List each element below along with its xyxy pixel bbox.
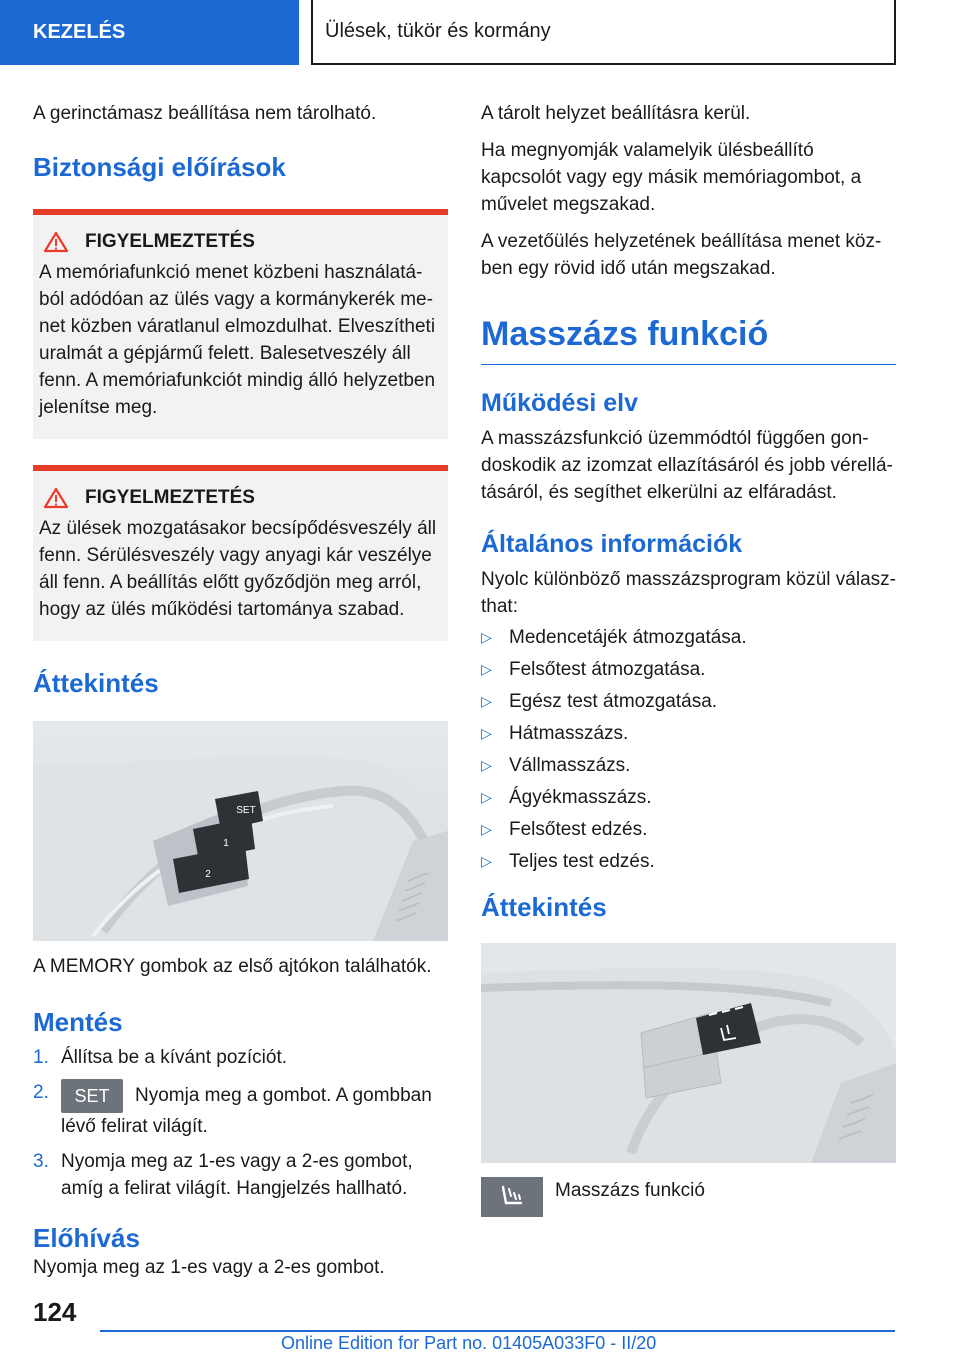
one-label: 1 [223, 838, 229, 849]
massage-heading: Masszázs funkció [481, 312, 896, 365]
warning-box-1 [33, 209, 448, 439]
program-list [481, 624, 896, 875]
list-item: ▷ Felsőtest edzés. [481, 816, 896, 843]
triangle-bullet-icon: ▷ [481, 629, 492, 645]
list-item: ▷ Egész test átmozgatása. [481, 688, 896, 715]
list-item: ▷ Teljes test edzés. [481, 848, 896, 875]
list-item: 2. SET Nyomja meg a gombot. A gombban lévő felirat világít. [33, 1079, 448, 1140]
warning-title: FIGYELMEZTETÉS [85, 487, 255, 508]
triangle-bullet-icon: ▷ [481, 853, 492, 869]
warning-text: Az ülések mozgatásakor becsípődésveszély áll fenn. Sérülésveszély vagy anyagi kár veszélye áll fenn. A beállítás előtt győződjön meg arról, hogy az ülés működési tartománya szabad. [39, 518, 437, 620]
icon-caption: Masszázs funkció [555, 1180, 705, 1201]
triangle-bullet-icon: ▷ [481, 693, 492, 709]
recall-text: Nyomja meg az 1-es vagy a 2-es gombot. [33, 1257, 385, 1278]
intro-text: A gerinctámasz beállítása nem tárolható. [33, 103, 377, 124]
triangle-bullet-icon: ▷ [481, 821, 492, 837]
safety-heading: Biztonsági előírások [33, 152, 286, 182]
massage-icon-row [481, 1177, 896, 1217]
triangle-bullet-icon: ▷ [481, 789, 492, 805]
page-number: 124 [33, 1297, 77, 1327]
section-tab: KEZELÉS [0, 0, 299, 65]
list-item: 3. Nyomja meg az 1-es vagy a 2-es gombot, amíg a felirat világít. Hangjelzés hallható. [33, 1151, 413, 1199]
principle-text: A masszázsfunkció üzemmódtól függően gondoskodik az izomzat ellazításáról és jobb vérellátásáról, és segíthet elkerülni az elfáradást. [481, 428, 893, 503]
list-item: ▷ Medencetájék átmozgatása. [481, 624, 896, 651]
paragraph: A tárolt helyzet beállításra kerül. [481, 103, 751, 124]
general-heading: Általános információk [481, 530, 743, 558]
warning-title: FIGYELMEZTETÉS [85, 231, 255, 252]
memory-buttons-image [33, 721, 448, 941]
principle-heading: Működési elv [481, 389, 638, 417]
triangle-bullet-icon: ▷ [481, 661, 492, 677]
overview-heading: Áttekintés [33, 668, 159, 698]
list-item: ▷ Vállmasszázs. [481, 752, 896, 779]
triangle-bullet-icon: ▷ [481, 725, 492, 741]
massage-button-icon [481, 1177, 543, 1217]
paragraph: Ha megnyomják valamelyik ülésbeállító kapcsolót vagy egy másik memóriagombot, a művelet megszakad. [481, 140, 862, 215]
list-item: ▷ Hátmasszázs. [481, 720, 896, 747]
list-item: ▷ Ágyékmasszázs. [481, 784, 896, 811]
chapter-title: Ülések, tükör és kormány [311, 0, 896, 65]
warning-triangle-icon [43, 487, 69, 509]
warning-text: A memóriafunkció menet közbeni használatából adódóan az ülés vagy a kormánykerék menet közben váratlanul elmozdulhat. Elveszítheti uralmát a gépjármű felett. Balesetveszély áll fenn. A memóriafunkciót mindig álló helyzetben jelenítse meg. [39, 262, 436, 418]
paragraph: A vezetőülés helyzetének beállítása menet közben egy rövid idő után megszakad. [481, 231, 882, 279]
edition-note: Online Edition for Part no. 01405A033F0 - II/20 [281, 1333, 657, 1353]
list-item: ▷ Felsőtest átmozgatása. [481, 656, 896, 683]
two-label: 2 [205, 869, 211, 880]
warning-triangle-icon [43, 231, 69, 253]
massage-button-image [481, 943, 896, 1163]
save-steps [33, 1044, 448, 1202]
general-text: Nyolc különböző masszázsprogram közül választhat: [481, 569, 896, 617]
triangle-bullet-icon: ▷ [481, 757, 492, 773]
left-column [33, 100, 448, 1291]
set-label: SET [236, 805, 256, 816]
warning-box-2 [33, 465, 448, 641]
set-button-icon: SET [61, 1079, 123, 1113]
right-column [481, 100, 896, 1217]
recall-heading: Előhívás [33, 1223, 140, 1253]
figure-caption: A MEMORY gombok az első ajtókon találhatók. [33, 956, 432, 977]
overview-heading-2: Áttekintés [481, 892, 607, 922]
list-item: 1. Állítsa be a kívánt pozíciót. [33, 1047, 288, 1068]
footer-divider [100, 1330, 895, 1332]
save-heading: Mentés [33, 1007, 123, 1037]
